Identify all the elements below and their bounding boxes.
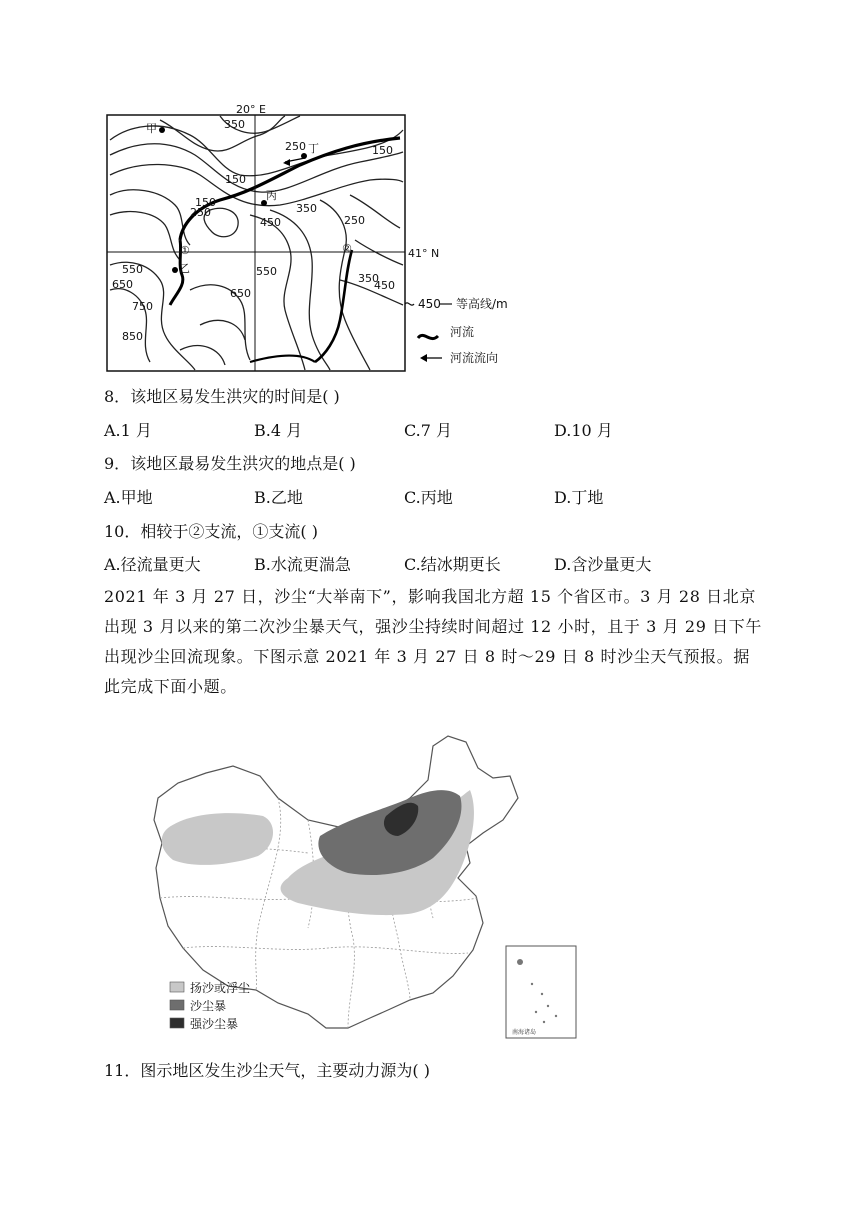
contour-label: 150 bbox=[195, 196, 216, 209]
question-stem: 该地区最易发生洪灾的地点是( ) bbox=[130, 454, 356, 473]
legend-flow-label: 河流流向 bbox=[450, 351, 499, 365]
contour-label: 550 bbox=[122, 263, 143, 276]
river-legend-icon bbox=[418, 335, 438, 338]
contour-label: 650 bbox=[230, 287, 251, 300]
legend-river-label: 河流 bbox=[450, 325, 475, 339]
contour-label: 150 bbox=[225, 173, 246, 186]
question-stem: 图示地区发生沙尘天气，主要动力源为( ) bbox=[140, 1061, 430, 1080]
dust-forecast-map bbox=[148, 728, 580, 1044]
south-china-sea-inset bbox=[506, 946, 576, 1038]
flow-legend-icon bbox=[420, 354, 442, 362]
contour-label: 450 bbox=[260, 216, 281, 229]
question-9 bbox=[104, 453, 356, 475]
legend-label-light: 扬沙或浮尘 bbox=[190, 981, 251, 995]
latitude-label: 41° N bbox=[408, 247, 440, 260]
contour-label: 350 bbox=[224, 118, 245, 131]
contour-label: 650 bbox=[112, 278, 133, 291]
place-jia-point bbox=[159, 127, 165, 133]
inset-label: 南海诸岛 bbox=[512, 1029, 537, 1036]
topo-legend bbox=[405, 296, 508, 365]
legend-label-severe: 强沙尘暴 bbox=[190, 1017, 239, 1031]
place-ding-point bbox=[301, 153, 307, 159]
question-10 bbox=[104, 521, 318, 543]
question-stem: 相较于②支流，①支流( ) bbox=[140, 522, 318, 541]
topographic-map bbox=[100, 100, 540, 375]
option-b: B.乙地 bbox=[254, 488, 303, 507]
legend-swatch-severe bbox=[170, 1018, 184, 1028]
longitude-label: 20° E bbox=[236, 103, 266, 116]
place-yi-point bbox=[172, 267, 178, 273]
passage-text: 2021 年 3 月 27 日，沙尘“大举南下”，影响我国北方超 15 个省区市。3 月 28 日北京出现 3 月以来的第二次沙尘暴天气，强沙尘持续时间超过 12 小时，且于 3 月 29 日下午出现沙尘回流现象。下图示意 2021 年 3 月 27 日 8 时～29 日 8 时沙尘天气预报。据此完成下面小题。 bbox=[104, 587, 762, 696]
question-number: 9． bbox=[104, 454, 131, 473]
contour-label: 250 bbox=[285, 140, 306, 153]
contour-label: 150 bbox=[372, 144, 393, 157]
question-8 bbox=[104, 386, 340, 408]
option-c: C.丙地 bbox=[404, 488, 453, 507]
contour-label: 850 bbox=[122, 330, 143, 343]
contour-label: 350 bbox=[358, 272, 379, 285]
legend-contour-value: 450 bbox=[418, 297, 441, 311]
question-stem: 该地区易发生洪灾的时间是( ) bbox=[130, 387, 340, 406]
contour-label: 350 bbox=[296, 202, 317, 215]
option-c: C.7 月 bbox=[404, 421, 453, 440]
option-b: B.水流更湍急 bbox=[254, 555, 351, 574]
option-a: A.甲地 bbox=[104, 488, 153, 507]
option-b: B.4 月 bbox=[254, 421, 303, 440]
contour-label: 450 bbox=[374, 279, 395, 292]
option-a: A.径流量更大 bbox=[104, 555, 201, 574]
tributary-2-label: ② bbox=[342, 242, 352, 255]
contour-legend-icon bbox=[405, 303, 414, 305]
option-a: A.1 月 bbox=[104, 421, 152, 440]
legend-swatch-storm bbox=[170, 1000, 184, 1010]
question-11 bbox=[104, 1060, 430, 1082]
contour-label: 550 bbox=[256, 265, 277, 278]
legend-label-storm: 沙尘暴 bbox=[190, 999, 227, 1013]
place-yi-label: 乙 bbox=[179, 262, 190, 275]
contour-label: 750 bbox=[132, 300, 153, 313]
legend-contour-label: 等高线/m bbox=[456, 297, 508, 311]
place-jia-label: 甲 bbox=[146, 122, 157, 135]
legend-swatch-light bbox=[170, 982, 184, 992]
contour-label: 250 bbox=[344, 214, 365, 227]
question-number: 11． bbox=[104, 1061, 141, 1080]
option-d: D.丁地 bbox=[554, 488, 604, 507]
question-number: 10． bbox=[104, 522, 141, 541]
option-c: C.结冰期更长 bbox=[404, 555, 501, 574]
place-bing-label: 丙 bbox=[266, 189, 277, 202]
option-d: D.含沙量更大 bbox=[554, 555, 652, 574]
option-d: D.10 月 bbox=[554, 421, 613, 440]
tributary-1-label: ① bbox=[180, 244, 190, 257]
question-number: 8． bbox=[104, 387, 131, 406]
contour-label: 250 bbox=[190, 206, 211, 219]
place-ding-label: 丁 bbox=[308, 142, 319, 155]
